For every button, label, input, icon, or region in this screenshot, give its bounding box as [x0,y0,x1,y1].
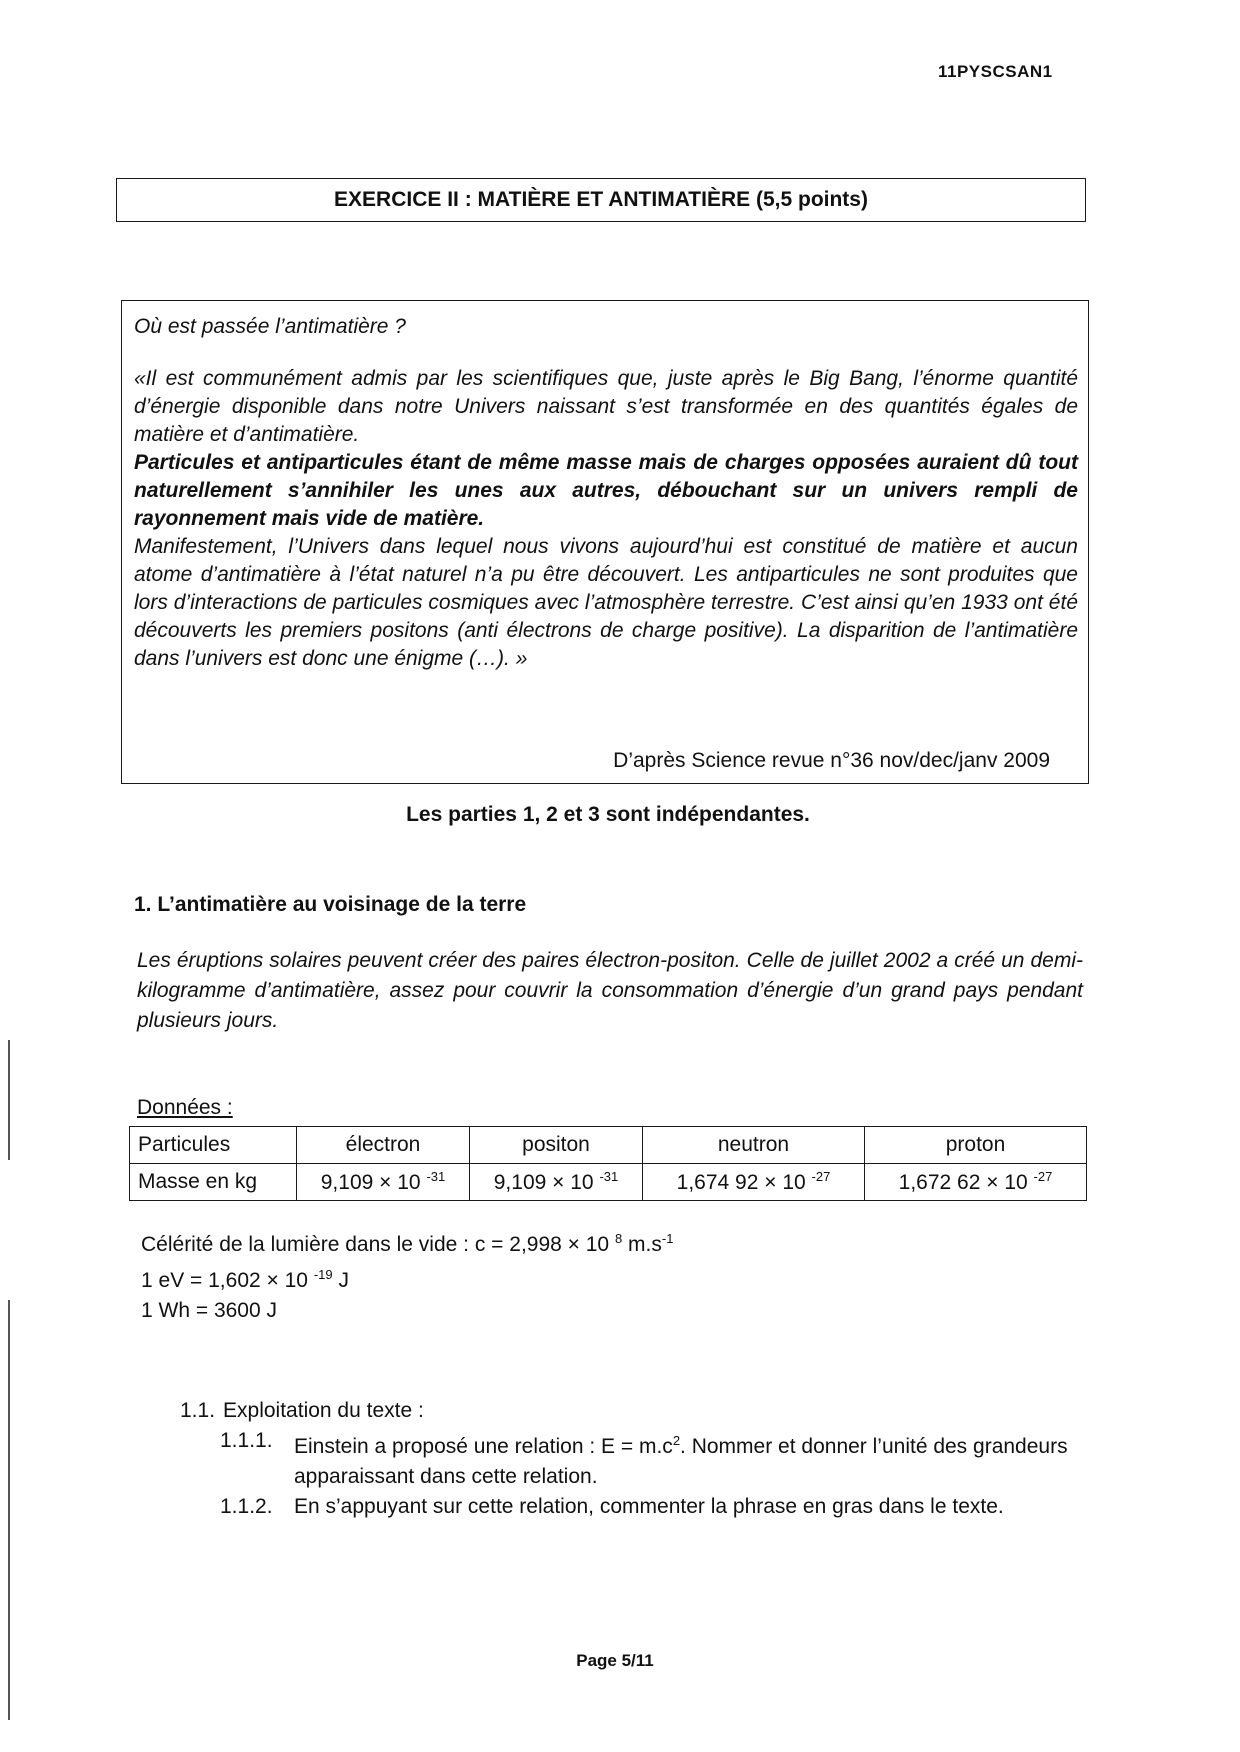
question-1-1 [180,1396,1090,1426]
mass-mantissa: 1,674 92 × 10 [676,1171,806,1194]
table-cell [470,1164,643,1201]
mass-exponent: -27 [811,1169,831,1184]
exercise-title: EXERCICE II : MATIÈRE ET ANTIMATIÈRE (5,5 points) [116,178,1086,222]
question-number: 1.1.2. [220,1495,273,1518]
parts-note: Les parties 1, 2 et 3 sont indépendantes. [406,803,810,826]
constant-line [141,1260,673,1296]
constant-exponent: -19 [313,1267,333,1282]
question-text-part: Einstein a proposé une relation : E = m.c [294,1435,673,1458]
quote-bold-paragraph: Particules et antiparticules étant de même masse mais de charges opposées auraient dû tout naturellement s’annihiler les unes aux autres, débouchant sur un univers rempli de rayonnement mais vide de matière. [134,451,1078,530]
table-header-cell: électron [297,1127,470,1164]
table-header-cell: neutron [643,1127,865,1164]
table-row [130,1127,1087,1164]
quote-box [121,300,1089,784]
question-number: 1.1.1. [220,1429,273,1452]
constant-text: Célérité de la lumière dans le vide : c = 2,998 × 10 [141,1233,610,1256]
question-text: En s’appuyant sur cette relation, commenter la phrase en gras dans le texte. [294,1495,1004,1518]
quote-paragraph-2: Manifestement, l’Univers dans lequel nous vivons aujourd’hui est constitué de matière et aucun atome d’antimatière à l’état naturel n’a pu être découvert. Les antiparticules ne sont produites que lors d’interactions de particules cosmiques avec l’atmosphère terrestre. C’est ainsi qu’en 1933 ont été découverts les premiers positons (anti électrons de charge positive). La disparition de l’antimatière dans l’univers est donc une énigme (…). » [134,535,1078,670]
table-cell [865,1164,1087,1201]
constant-unit-exponent: -1 [661,1231,674,1246]
page-number: Page 5/11 [576,1651,654,1670]
table-cell [643,1164,865,1201]
mass-exponent: -31 [426,1169,446,1184]
data-label: Données : [137,1096,233,1119]
constant-exponent: 8 [614,1231,623,1246]
table-header-cell: proton [865,1127,1087,1164]
constant-line [141,1296,673,1326]
constant-text: 1 eV = 1,602 × 10 [141,1269,308,1292]
constant-text: 1 Wh = 3600 J [141,1299,277,1322]
table-row-label: Masse en kg [130,1164,297,1201]
quote-title: Où est passée l’antimatière ? [134,315,406,338]
mass-exponent: -31 [599,1169,619,1184]
quote-source: D’après Science revue n°36 nov/dec/janv 2009 [613,749,1050,772]
question-exponent: 2 [672,1433,681,1448]
constant-unit: J [332,1269,349,1292]
constant-unit: m.s [622,1233,662,1256]
question-1-1-2 [220,1492,1090,1522]
mass-exponent: -27 [1033,1169,1053,1184]
scan-artifact-line [8,1040,10,1160]
section-intro: Les éruptions solaires peuvent créer des paires électron-positon. Celle de juillet 2002 a créé un demi-kilogramme d’antimatière, assez pour couvrir la consommation d’énergie d’un grand pays pendant plusieurs jours. [137,949,1083,1032]
question-text: Exploitation du texte : [223,1399,424,1422]
question-number: 1.1. [180,1399,216,1422]
table-header-cell: positon [470,1127,643,1164]
table-row [130,1164,1087,1201]
quote-paragraph-1: «Il est communément admis par les scientifiques que, juste après le Big Bang, l’énorme quantité d’énergie disponible dans notre Univers naissant s’est transformée en des quantités égales de matière et d’antimatière. [134,367,1078,446]
constants-list [141,1224,673,1326]
mass-mantissa: 9,109 × 10 [320,1171,421,1194]
document-code: 11PYSCSAN1 [938,62,1053,81]
question-text [294,1426,1090,1492]
mass-mantissa: 1,672 62 × 10 [898,1171,1028,1194]
questions [180,1396,1090,1522]
scan-artifact-line [8,1300,10,1720]
table-cell [297,1164,470,1201]
section-title: 1. L’antimatière au voisinage de la terre [134,893,527,916]
table-row-label: Particules [130,1127,297,1164]
mass-mantissa: 9,109 × 10 [493,1171,594,1194]
question-1-1-1 [220,1426,1090,1492]
constant-line [141,1224,673,1260]
mass-table [129,1126,1087,1201]
question-text-part: . Nommer et donner l’unité des grandeurs apparaissant dans cette relation. [294,1435,1068,1488]
